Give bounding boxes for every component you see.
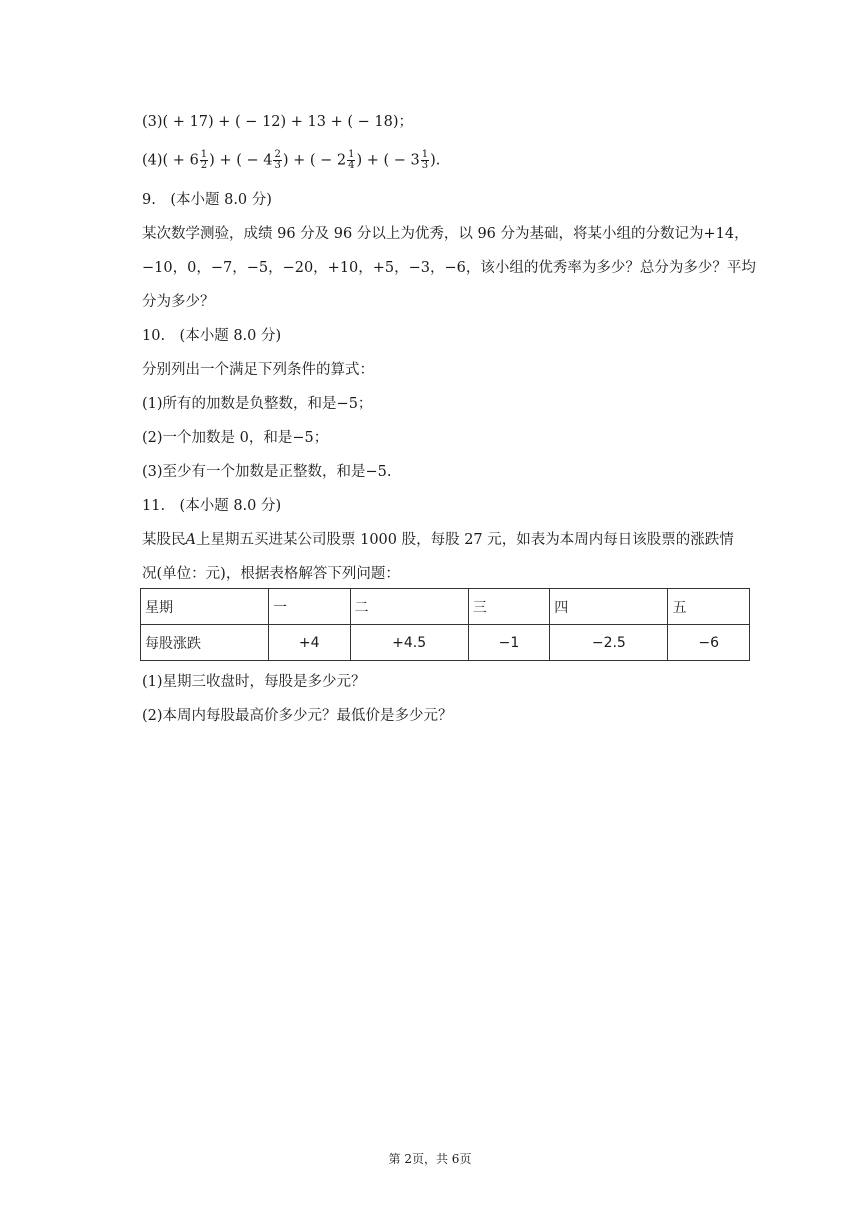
table-cell: −6 bbox=[668, 625, 750, 661]
table-cell: −1 bbox=[468, 625, 550, 661]
table-header-cell: 星期 bbox=[141, 589, 269, 625]
table-header-row bbox=[141, 589, 750, 625]
table-row bbox=[141, 625, 750, 661]
table-header-cell: 三 bbox=[468, 589, 550, 625]
question-9-title: 9. (本小题 8.0 分) bbox=[142, 192, 272, 208]
question-8-4 bbox=[142, 150, 440, 171]
question-10-title: 10. (本小题 8.0 分) bbox=[142, 328, 282, 344]
question-11-line-3: (1)星期三收盘时，每股是多少元？ bbox=[142, 674, 366, 690]
question-11-title: 11. (本小题 8.0 分) bbox=[142, 498, 282, 514]
question-10-line-2: (1)所有的加数是负整数，和是−5； bbox=[142, 396, 373, 412]
q8-4-part2: ) + ( − 4 bbox=[209, 152, 273, 169]
q8-4-part5: ). bbox=[430, 152, 441, 169]
table-header-cell: 二 bbox=[350, 589, 468, 625]
stock-change-table bbox=[140, 588, 750, 661]
q8-4-part3: ) + ( − 2 bbox=[282, 152, 347, 169]
question-9-line-2: −10，0，−7，−5，−20，+10，+5，−3，−6，该小组的优秀率为多少？总分为多少？平均 bbox=[142, 260, 756, 276]
question-11-line-2: 况(单位：元)，根据表格解答下列问题： bbox=[142, 566, 400, 582]
fraction-2: $\frac{2}{3}$ bbox=[274, 149, 281, 171]
question-11-line-1 bbox=[142, 530, 734, 550]
fraction-4: $\frac{1}{3}$ bbox=[421, 149, 429, 171]
question-9-line-1: 某次数学测验，成绩 96 分及 96 分以上为优秀，以 96 分为基础，将某小组的分数记为+14， bbox=[142, 226, 749, 242]
page-footer: 第 2页，共 6页 bbox=[388, 1152, 472, 1166]
q8-4-part1: (4)( + 6 bbox=[142, 152, 199, 169]
table-cell: −2.5 bbox=[550, 625, 668, 661]
table-row-label: 每股涨跌 bbox=[141, 625, 269, 661]
table-cell: +4 bbox=[269, 625, 351, 661]
table-cell: +4.5 bbox=[350, 625, 468, 661]
question-8-3 bbox=[142, 112, 413, 132]
fraction-1: $\frac{1}{2}$ bbox=[200, 149, 208, 171]
table-header-cell: 四 bbox=[550, 589, 668, 625]
question-10-line-3: (2)一个加数是 0，和是−5； bbox=[142, 430, 329, 446]
q11-variable-a: A bbox=[185, 532, 196, 548]
q8-3-expression: (3)( + 17) + ( − 12) + 13 + ( − 18)； bbox=[142, 114, 413, 130]
table-header-cell: 五 bbox=[668, 589, 750, 625]
question-9-line-3: 分为多少？ bbox=[142, 294, 215, 310]
fraction-3: $\frac{1}{4}$ bbox=[348, 149, 355, 171]
q11-line-1-start: 某股民 bbox=[142, 532, 186, 548]
q8-4-part4: ) + ( − 3 bbox=[356, 152, 420, 169]
question-11-line-4: (2)本周内每股最高价多少元？最低价是多少元？ bbox=[142, 708, 453, 724]
q11-line-1-rest: 上星期五买进某公司股票 1000 股，每股 27 元，如表为本周内每日该股票的涨跌情 bbox=[195, 532, 734, 548]
question-10-line-4: (3)至少有一个加数是正整数，和是−5. bbox=[142, 464, 392, 480]
question-10-line-1: 分别列出一个满足下列条件的算式： bbox=[142, 362, 374, 378]
table-header-cell: 一 bbox=[269, 589, 351, 625]
